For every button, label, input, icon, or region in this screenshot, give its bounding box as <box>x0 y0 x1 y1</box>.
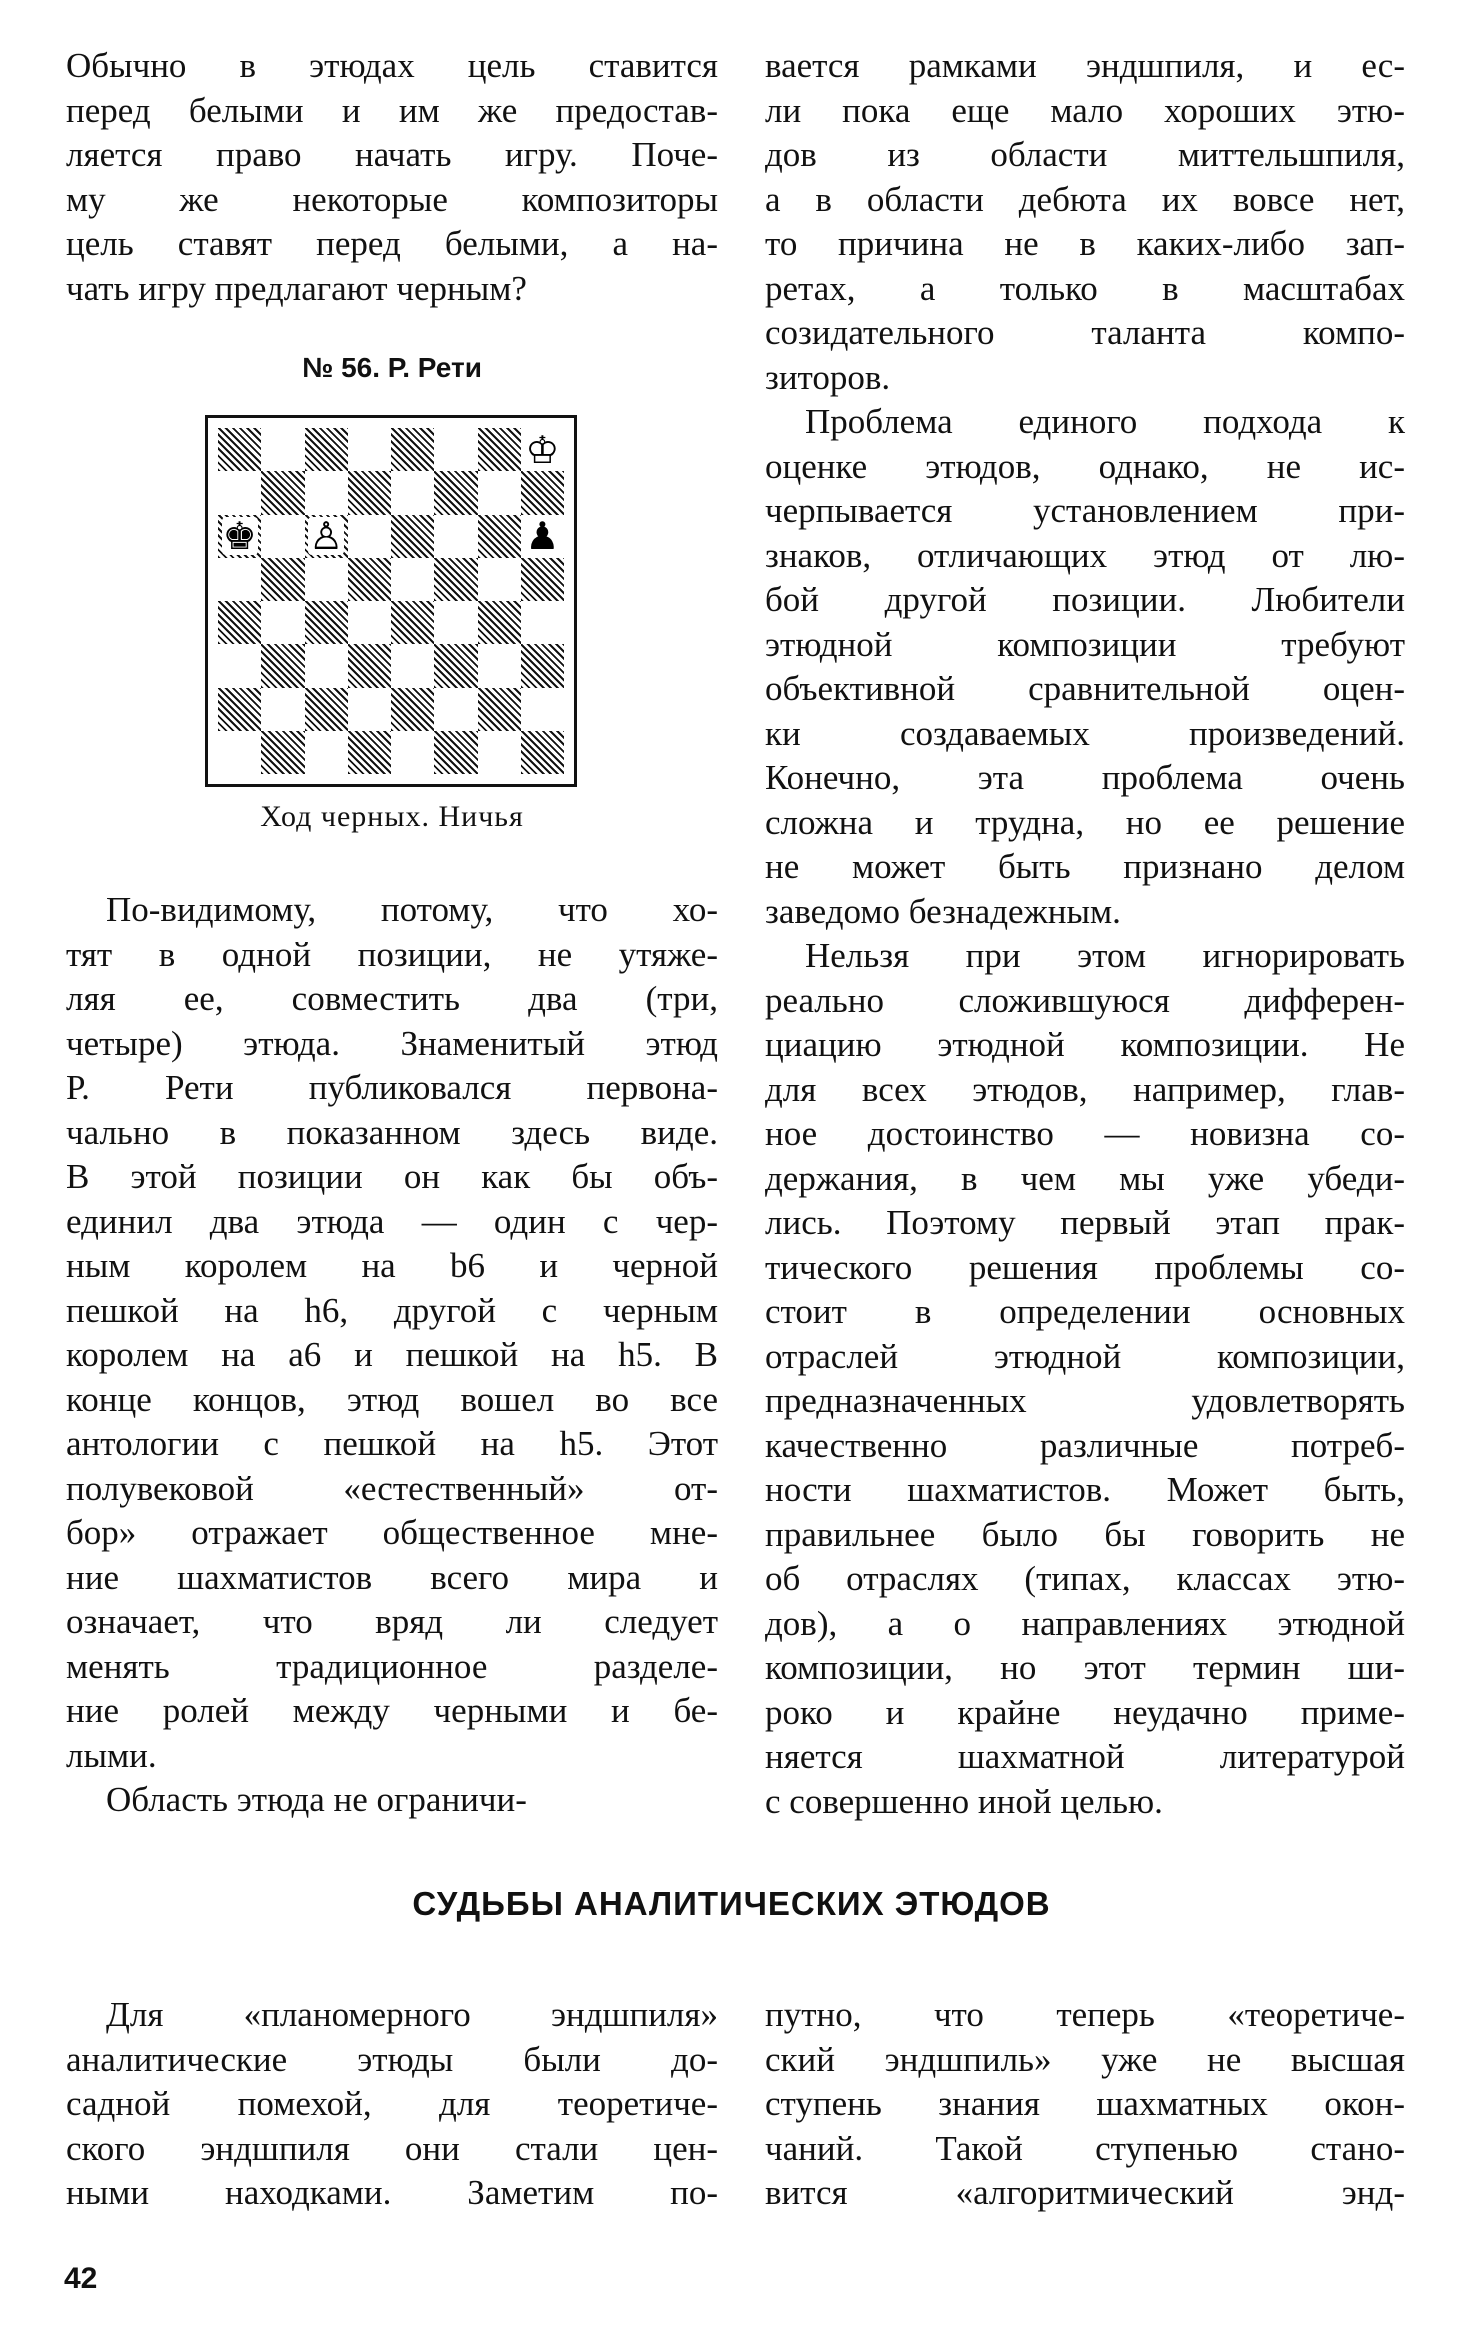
text-line: не может быть признано делом <box>765 847 1405 886</box>
square-f8 <box>434 428 477 471</box>
text-line: бой другой позиции. Любители <box>765 580 1405 619</box>
square-b6 <box>261 515 304 558</box>
square-b5 <box>261 558 304 601</box>
text-line: с совершенно иной целью. <box>765 1781 1163 1821</box>
text-line: Проблема единого подхода к <box>805 402 1405 441</box>
square-c6 <box>305 515 348 558</box>
square-d2 <box>348 688 391 731</box>
square-g3 <box>478 644 521 687</box>
square-g7 <box>478 471 521 514</box>
text-line: садной помехой, для теоретиче- <box>66 2084 718 2123</box>
text-line: единил два этюда — один с чер- <box>66 1201 718 1241</box>
square-h7 <box>521 471 564 514</box>
square-b3 <box>261 644 304 687</box>
piece-h8: ♔ <box>525 427 560 472</box>
text-line: ки создаваемых произведений. <box>765 713 1405 753</box>
text-line: конце концов, этюд вошел во все <box>66 1379 718 1419</box>
text-line: путно, что теперь «теоретиче- <box>765 1995 1405 2034</box>
square-h5 <box>521 558 564 601</box>
text-line: Нельзя при этом игнорировать <box>805 936 1405 975</box>
text-line: циацию этюдной композиции. Не <box>765 1025 1405 1064</box>
square-e5 <box>391 558 434 601</box>
square-c1 <box>305 731 348 774</box>
text-line: качественно различные потреб- <box>765 1425 1405 1465</box>
text-line: ние ролей между черными и бе- <box>66 1691 718 1730</box>
text-line: то причина не в каких-либо зап- <box>765 224 1405 263</box>
chess-board <box>218 428 564 774</box>
square-a5 <box>218 558 261 601</box>
text-line: отраслей этюдной композиции, <box>765 1336 1405 1376</box>
text-line: четыре) этюда. Знаменитый этюд <box>66 1023 718 1063</box>
text-line: зиторов. <box>765 357 891 397</box>
square-h3 <box>521 644 564 687</box>
square-e6 <box>391 515 434 558</box>
square-a7 <box>218 471 261 514</box>
text-line: дов), а о направлениях этюдной <box>765 1603 1405 1643</box>
square-d4 <box>348 601 391 644</box>
page-number: 42 <box>64 2262 98 2295</box>
square-f4 <box>434 601 477 644</box>
square-d6 <box>348 515 391 558</box>
piece-c6: ♙ <box>309 514 344 559</box>
square-d7 <box>348 471 391 514</box>
square-e7 <box>391 471 434 514</box>
text-line: ского эндшпиля они стали цен- <box>66 2128 718 2168</box>
text-line: держания, в чем мы уже убеди- <box>765 1158 1405 1198</box>
square-a8 <box>218 428 261 471</box>
text-line: чать игру предлагают черным? <box>66 268 527 308</box>
square-c8 <box>305 428 348 471</box>
text-line: Конечно, эта проблема очень <box>765 758 1405 797</box>
square-f1 <box>434 731 477 774</box>
square-a2 <box>218 688 261 731</box>
text-line: ретах, а только в масштабах <box>765 268 1405 308</box>
study-caption: Ход черных. Ничья <box>260 800 524 833</box>
text-line: бор» отражает общественное мне- <box>66 1513 718 1552</box>
text-line: черпывается установлением при- <box>765 491 1405 530</box>
square-c7 <box>305 471 348 514</box>
square-b4 <box>261 601 304 644</box>
text-line: ными находками. Заметим по- <box>66 2173 718 2212</box>
square-e1 <box>391 731 434 774</box>
text-line: знаков, отличающих этюд от лю- <box>765 535 1405 575</box>
square-g2 <box>478 688 521 731</box>
square-g4 <box>478 601 521 644</box>
text-line: об отраслях (типах, классах этю- <box>765 1559 1405 1598</box>
text-line: аналитические этюды были до- <box>66 2039 718 2079</box>
text-line: вится «алгоритмический энд- <box>765 2173 1405 2212</box>
text-line: му же некоторые композиторы <box>66 179 718 219</box>
text-line: заведомо безнадежным. <box>765 891 1121 931</box>
right-column-bottom-text <box>765 1993 1405 2216</box>
text-line: стоит в определении основных <box>765 1292 1405 1331</box>
text-line: По-видимому, потому, что хо- <box>106 890 718 929</box>
square-a6 <box>218 515 261 558</box>
text-line: ности шахматистов. Может быть, <box>765 1470 1405 1509</box>
text-line: ное достоинство — новизна со- <box>765 1114 1405 1153</box>
text-line: дов из области миттельшпиля, <box>765 135 1405 174</box>
square-h1 <box>521 731 564 774</box>
square-g6 <box>478 515 521 558</box>
square-a4 <box>218 601 261 644</box>
left-column-top-text <box>66 44 718 311</box>
text-line: композиции, но этот термин ши- <box>765 1648 1405 1687</box>
square-d5 <box>348 558 391 601</box>
text-line: Р. Рети публиковался первона- <box>66 1068 718 1107</box>
text-line: ным королем на b6 и черной <box>66 1246 718 1285</box>
square-a1 <box>218 731 261 774</box>
text-line: реально сложившуюся дифферен- <box>765 980 1405 1020</box>
square-f2 <box>434 688 477 731</box>
square-e4 <box>391 601 434 644</box>
study-title: № 56. Р. Рети <box>302 352 482 383</box>
piece-a6: ♚ <box>222 514 257 559</box>
text-line: чаний. Такой ступенью стано- <box>765 2128 1405 2168</box>
text-line: антологии с пешкой на h5. Этот <box>66 1424 718 1463</box>
square-b8 <box>261 428 304 471</box>
square-d3 <box>348 644 391 687</box>
left-column-middle-text <box>66 888 718 1823</box>
text-line: чально в показанном здесь виде. <box>66 1112 718 1152</box>
text-line: объективной сравнительной оцен- <box>765 669 1405 708</box>
square-c4 <box>305 601 348 644</box>
text-line: королем на а6 и пешкой на h5. В <box>66 1335 718 1374</box>
left-column-bottom-text <box>66 1993 718 2216</box>
square-d8 <box>348 428 391 471</box>
text-line: тического решения проблемы со- <box>765 1247 1405 1287</box>
text-line: В этой позиции он как бы объ- <box>66 1157 718 1196</box>
text-line: сложна и трудна, но ее решение <box>765 802 1405 842</box>
square-f7 <box>434 471 477 514</box>
square-e3 <box>391 644 434 687</box>
text-line: оценке этюдов, однако, не ис- <box>765 446 1405 486</box>
text-line: этюдной композиции требуют <box>765 624 1405 664</box>
square-c5 <box>305 558 348 601</box>
text-line: лись. Поэтому первый этап прак- <box>765 1203 1405 1242</box>
text-line: роко и крайне неудачно приме- <box>765 1692 1405 1732</box>
square-f6 <box>434 515 477 558</box>
text-line: означает, что вряд ли следует <box>66 1602 718 1641</box>
square-d1 <box>348 731 391 774</box>
square-c2 <box>305 688 348 731</box>
square-e2 <box>391 688 434 731</box>
text-line: ли пока еще мало хороших этю- <box>765 90 1405 130</box>
square-a3 <box>218 644 261 687</box>
text-line: для всех этюдов, например, глав- <box>765 1069 1405 1109</box>
text-line: тят в одной позиции, не утяже- <box>66 934 718 974</box>
chess-diagram <box>205 415 577 787</box>
text-line: няется шахматной литературой <box>765 1737 1405 1776</box>
square-g5 <box>478 558 521 601</box>
square-b2 <box>261 688 304 731</box>
square-f5 <box>434 558 477 601</box>
text-line: а в области дебюта их вовсе нет, <box>765 179 1405 219</box>
text-line: ляется право начать игру. Поче- <box>66 135 718 174</box>
text-line: ляя ее, совместить два (три, <box>66 979 718 1018</box>
text-line: пешкой на h6, другой с черным <box>66 1290 718 1330</box>
square-e8 <box>391 428 434 471</box>
square-b1 <box>261 731 304 774</box>
piece-h6: ♟ <box>525 514 560 559</box>
section-heading: СУДЬБЫ АНАЛИТИЧЕСКИХ ЭТЮДОВ <box>412 1885 1051 1922</box>
text-line: лыми. <box>66 1735 157 1775</box>
text-line: вается рамками эндшпиля, и ес- <box>765 46 1405 85</box>
square-h8 <box>521 428 564 471</box>
text-line: полувековой «естественный» от- <box>66 1468 718 1508</box>
text-line: Обычно в этюдах цель ставится <box>66 46 718 85</box>
text-line: ступень знания шахматных окон- <box>765 2084 1405 2123</box>
square-h6 <box>521 515 564 558</box>
square-c3 <box>305 644 348 687</box>
text-line: менять традиционное разделе- <box>66 1646 718 1686</box>
text-line: созидательного таланта компо- <box>765 313 1405 352</box>
square-g8 <box>478 428 521 471</box>
text-line: правильнее было бы говорить не <box>765 1514 1405 1554</box>
right-column-top-text <box>765 44 1405 1824</box>
square-h2 <box>521 688 564 731</box>
text-line: цель ставят перед белыми, а на- <box>66 224 718 263</box>
square-g1 <box>478 731 521 774</box>
text-line: ние шахматистов всего мира и <box>66 1557 718 1597</box>
text-line: предназначенных удовлетворять <box>765 1381 1405 1420</box>
square-h4 <box>521 601 564 644</box>
text-line: Область этюда не ограничи- <box>106 1780 527 1819</box>
square-b7 <box>261 471 304 514</box>
square-f3 <box>434 644 477 687</box>
text-line: ский эндшпиль» уже не высшая <box>765 2039 1405 2079</box>
text-line: Для «планомерного эндшпиля» <box>106 1995 718 2034</box>
text-line: перед белыми и им же предостав- <box>66 90 718 130</box>
